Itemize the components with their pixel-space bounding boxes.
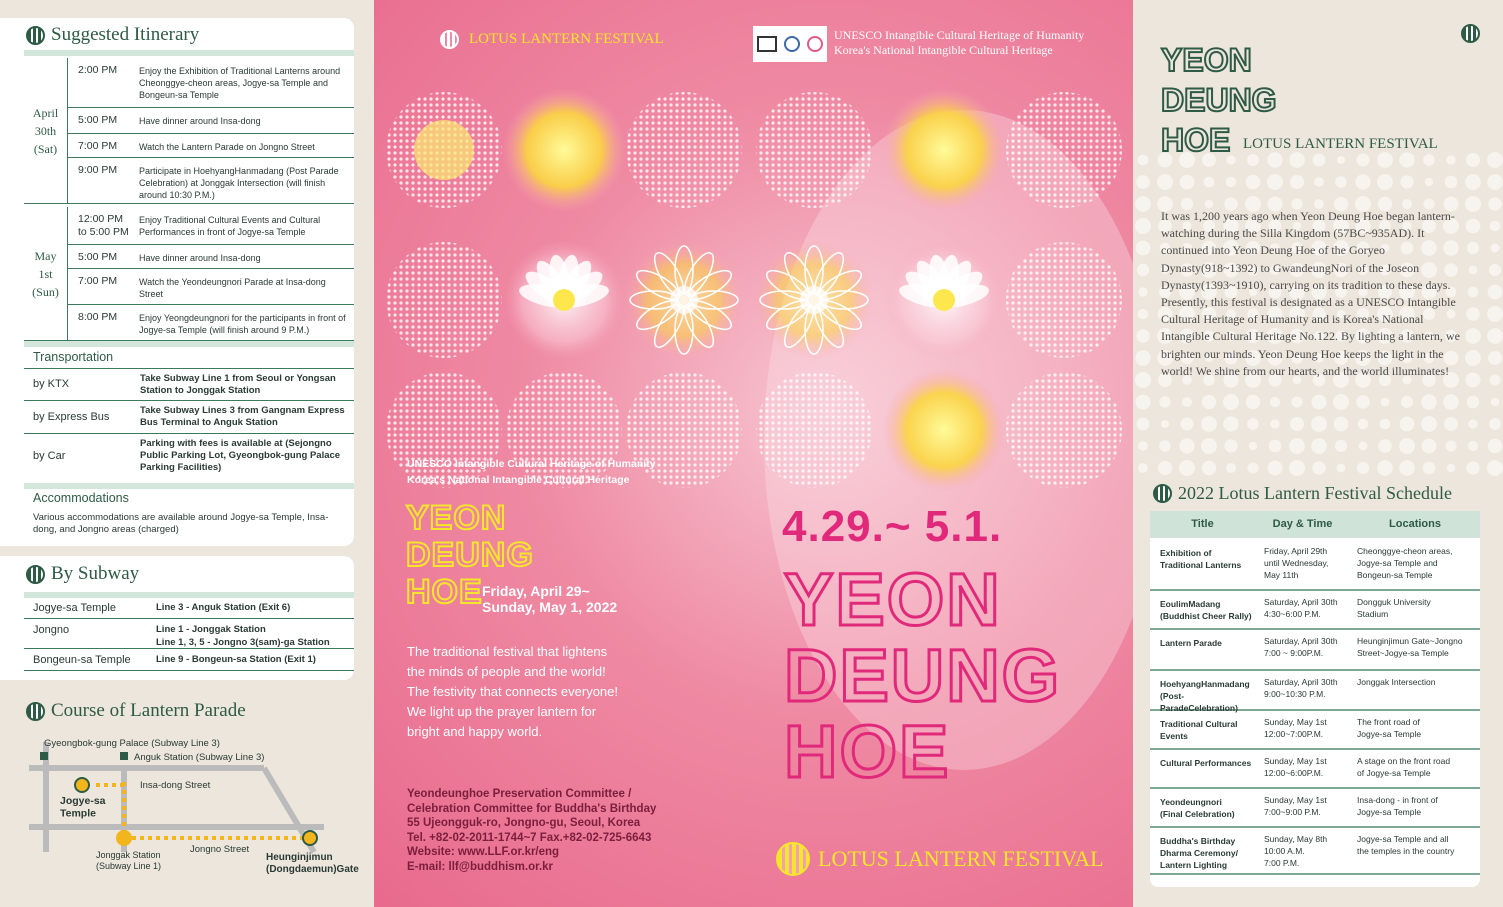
- schedule-heading: [1153, 483, 1452, 504]
- bg-dot: [1138, 463, 1148, 473]
- itinerary-time: 5:00 PM: [78, 251, 118, 263]
- title-word: DEUNG: [406, 536, 534, 574]
- lantern-icon: [1461, 24, 1480, 43]
- bg-dot: [1335, 176, 1347, 188]
- schedule-row: [1150, 630, 1480, 671]
- bg-dot: [1291, 396, 1302, 407]
- bg-dot: [1380, 419, 1391, 430]
- map-label-insadong: Insa-dong Street: [140, 780, 211, 791]
- bg-dot: [1204, 177, 1215, 188]
- bg-dot: [1421, 394, 1436, 409]
- bg-dot: [1491, 244, 1500, 253]
- schedule-location: Heunginjimun Gate~Jongno Street~Jogye-sa Temple: [1357, 636, 1463, 658]
- bg-dot: [1137, 264, 1149, 276]
- bg-dot: [1202, 395, 1216, 409]
- schedule-time: Sunday, May 1st 12:00~6:00P.M.: [1264, 756, 1327, 778]
- bg-dot: [1400, 175, 1413, 188]
- bg-dot: [1138, 309, 1148, 319]
- dates-text: Friday, April 29~ Sunday, May 1, 2022: [482, 583, 618, 615]
- bg-dot: [1246, 175, 1261, 190]
- bg-dot: [1179, 438, 1194, 453]
- bg-dot: [1201, 438, 1217, 454]
- title-word: YEON: [406, 499, 507, 537]
- bg-dot: [1469, 266, 1478, 275]
- subway-place: Jogye-sa Temple: [33, 602, 116, 614]
- bg-dot: [1445, 176, 1458, 189]
- bg-dot: [1247, 462, 1258, 473]
- itinerary-time: 9:00 PM: [78, 164, 118, 176]
- bg-dot: [1180, 417, 1193, 430]
- schedule-row: [1150, 591, 1480, 630]
- schedule-row: [1150, 671, 1480, 711]
- bg-dot: [1135, 218, 1151, 234]
- itinerary-desc: Enjoy the Exhibition of Traditional Lanterns around Cheonggye-cheon areas, Jogye-sa Temple and Bongeun-sa Temple: [139, 66, 341, 100]
- bg-dot: [1488, 285, 1503, 300]
- unesco-small-line-2: Korea's National Intangible Cultural Heritage: [407, 474, 630, 486]
- itinerary-time: 12:00 PM to 5:00 PM: [78, 213, 129, 238]
- right-subtitle: LOTUS LANTERN FESTIVAL: [1243, 136, 1438, 152]
- festival-label-top: [440, 30, 664, 49]
- festival-label-footer: LOTUS LANTERN FESTIVAL: [818, 846, 1104, 871]
- bg-dot: [1246, 395, 1260, 409]
- station-marker: [120, 752, 128, 760]
- bg-dot: [1466, 373, 1481, 388]
- bg-dot: [1422, 439, 1437, 454]
- bg-dot: [1491, 398, 1499, 406]
- schedule-location: Jogye-sa Temple and all the temples in the country: [1357, 834, 1455, 856]
- itinerary-row: [68, 207, 354, 245]
- title-word: DEUNG: [784, 634, 1062, 717]
- schedule-time: Saturday, April 30th 9:00~10:30 P.M.: [1264, 677, 1338, 699]
- subway-place: Bongeun-sa Temple: [33, 654, 131, 666]
- itinerary-day: May 1st (Sun): [24, 207, 68, 341]
- bg-dot: [1290, 175, 1304, 189]
- lantern-icon: [26, 702, 45, 721]
- bg-dot: [1445, 440, 1456, 451]
- bg-dot: [1488, 197, 1502, 211]
- schedule-title: Traditional Cultural Events: [1160, 719, 1238, 741]
- transport-mode: by KTX: [33, 378, 70, 390]
- bg-dot: [1135, 350, 1150, 365]
- schedule-time: Sunday, May 8th 10:00 A.M. 7:00 P.M.: [1264, 834, 1328, 868]
- itinerary-title: Suggested Itinerary: [51, 24, 200, 45]
- unesco-text: [834, 28, 1084, 58]
- bg-dot: [1377, 174, 1393, 190]
- schedule-header-cell: Day & Time: [1272, 518, 1333, 530]
- lantern-orb: [1006, 372, 1122, 488]
- map-label-jongno: Jongno Street: [190, 844, 250, 855]
- bg-dot: [1289, 438, 1305, 454]
- bg-dot: [1468, 441, 1478, 451]
- title-word: HOE: [406, 573, 483, 611]
- bg-dot: [1487, 328, 1503, 344]
- bg-dot: [1159, 396, 1170, 407]
- bg-dot: [1465, 174, 1481, 190]
- itinerary-time: 7:00 PM: [78, 275, 118, 287]
- bg-dot: [1465, 196, 1481, 212]
- festival-label: LOTUS LANTERN FESTIVAL: [469, 31, 664, 47]
- itinerary-desc: Enjoy Yeongdeungnori for the participants in front of Jogye-sa Temple (will finish around 9 P.M.): [139, 313, 346, 335]
- itinerary-day: April 30th (Sat): [24, 58, 68, 204]
- bg-dot: [1136, 329, 1149, 342]
- schedule-header-cell: Title: [1191, 518, 1214, 530]
- itinerary-time: 2:00 PM: [78, 64, 118, 76]
- lantern-orb: [756, 92, 872, 208]
- schedule-row: [1150, 828, 1480, 875]
- bg-dot: [1335, 440, 1347, 452]
- heritage-logo-icon: [784, 36, 800, 52]
- schedule-title: Exhibition of Traditional Lanterns: [1160, 548, 1242, 570]
- bg-dot: [1180, 175, 1195, 190]
- transport-desc: Take Subway Lines 3 from Gangnam Express Bus Terminal to Anguk Station: [140, 405, 345, 428]
- subway-row: [24, 599, 354, 619]
- bg-dot: [1136, 241, 1151, 256]
- title-word: DEUNG: [1161, 82, 1277, 118]
- itinerary-row: [68, 108, 354, 134]
- lantern-orb: [884, 240, 1004, 360]
- bg-dot: [1446, 155, 1455, 164]
- lantern-orb: [624, 240, 744, 360]
- schedule-location: Cheonggye-cheon areas, Jogye-sa Temple and Bongeun-sa Temple: [1357, 546, 1453, 580]
- intro-text: It was 1,200 years ago when Yeon Deung Hoe began lantern-watching during the Silla Kingdom (57BC~935AD). It continued into Yeon Deung Hoe of the Goryeo Dynasty(918~1392) to GwandeungNori of the Joseon Dynasty(1393~1910), carrying on its tradition to these days. Presently, this festival is designated as a UNESCO Intangible Cultural Heritage of Humanity and is Korea's National Intangible Cultural Heritage No.122. By lighting a lantern, we brighten our minds. Yeon Deung Hoe keeps the light in the world! We shine from our hearts, and the world illuminates!: [1161, 209, 1460, 378]
- schedule-header: [1150, 511, 1480, 538]
- bg-dot: [1489, 264, 1501, 276]
- title-word: HOE: [1161, 122, 1231, 158]
- itinerary-time: 8:00 PM: [78, 311, 118, 323]
- lantern-orb: [1006, 92, 1122, 208]
- lantern-orb: [882, 88, 1006, 212]
- bg-dot: [1311, 416, 1327, 432]
- bg-dot: [1356, 153, 1369, 166]
- schedule-row: [1150, 540, 1480, 591]
- schedule-time: Saturday, April 30th 7:00 ~ 9:00P.M.: [1264, 636, 1338, 658]
- transport-desc: Take Subway Line 1 from Seoul or Yongsan Station to Jonggak Station: [140, 373, 336, 396]
- bg-dot: [1467, 396, 1480, 409]
- bg-dot: [1399, 460, 1415, 476]
- bg-dot: [1135, 372, 1151, 388]
- bg-dot: [1337, 464, 1346, 473]
- bg-dot: [1489, 418, 1501, 430]
- lantern-orb: [504, 240, 624, 360]
- jogyesa-marker: [75, 778, 89, 792]
- bg-dot: [1226, 463, 1236, 473]
- bg-dot: [1421, 416, 1437, 432]
- schedule-title: Buddha's Birthday Dharma Ceremony/ Lantern Lighting: [1160, 836, 1238, 870]
- bg-dot: [1202, 461, 1216, 475]
- bg-dot: [1314, 177, 1324, 187]
- bg-dot: [1182, 397, 1192, 407]
- schedule-row: [1150, 711, 1480, 750]
- itinerary-row: [68, 134, 354, 158]
- divider: [24, 341, 354, 347]
- bg-dot: [1135, 196, 1151, 212]
- transport-mode: by Car: [33, 450, 66, 462]
- schedule-location: A stage on the front road of Jogye-sa Temple: [1357, 756, 1451, 778]
- bg-dot: [1490, 221, 1501, 232]
- bg-dot: [1138, 441, 1148, 451]
- bg-dot: [1138, 155, 1149, 166]
- bg-dot: [1270, 397, 1280, 407]
- schedule-header-cell: Locations: [1389, 518, 1441, 530]
- bg-dot: [1337, 156, 1345, 164]
- accom-text: Various accommodations are available around Jogye-sa Temple, Insa-dong, and Jongno areas (charged): [33, 512, 329, 535]
- lantern-icon: [26, 565, 45, 584]
- bg-dot: [1333, 394, 1349, 410]
- schedule-title: Cultural Performances: [1160, 758, 1252, 768]
- bg-dot: [1377, 460, 1392, 475]
- itinerary-time: 5:00 PM: [78, 114, 118, 126]
- bg-dot: [1267, 174, 1283, 190]
- schedule-title: 2022 Lotus Lantern Festival Schedule: [1178, 483, 1452, 503]
- unesco-logos: [753, 26, 827, 62]
- bg-dot: [1466, 153, 1480, 167]
- schedule-title: EoulimMadang (Buddhist Cheer Rally): [1160, 599, 1252, 621]
- bg-dot: [1270, 419, 1279, 428]
- title-word: YEON: [784, 558, 1002, 641]
- divider: [24, 50, 354, 56]
- schedule-time: Sunday, May 1st 7:00~9:00 P.M.: [1264, 795, 1327, 817]
- bg-dot: [1355, 174, 1370, 189]
- title-word: HOE: [784, 710, 951, 793]
- transport-title: Transportation: [33, 350, 114, 364]
- bg-dot: [1357, 462, 1369, 474]
- lantern-icon: [1153, 484, 1172, 503]
- bg-dot: [1205, 200, 1214, 209]
- contact-info: Yeondeunghoe Preservation Committee / Celebration Committee for Buddha's Birthday 55 Ujeongguk-ro, Jongno-gu, Seoul, Korea Tel. +82-02-2011-1744~7 Fax.+82-02-725-6643 Website: www.LLF.or.kr/eng E-mail: llf@buddhism.or.kr: [407, 788, 657, 873]
- station-marker: [40, 752, 48, 760]
- bg-dot: [1268, 461, 1283, 476]
- jonggak-marker: [116, 830, 132, 846]
- unesco-text-small: [407, 456, 656, 488]
- bg-dot: [1466, 461, 1479, 474]
- right-panel: [1133, 0, 1503, 907]
- bg-dot: [1312, 395, 1327, 410]
- bg-dot: [1136, 175, 1150, 189]
- korea-heritage-icon: [807, 36, 823, 52]
- big-dates: 4.29.~ 5.1.: [782, 502, 1003, 551]
- subway-title: By Subway: [51, 563, 140, 584]
- bg-dot: [1447, 464, 1455, 472]
- bg-dot: [1135, 394, 1150, 409]
- bg-dot: [1311, 438, 1326, 453]
- bg-dot: [1487, 152, 1503, 168]
- subway-place: Jongno: [33, 624, 70, 636]
- schedule-location: Insa-dong - in front of Jogye-sa Temple: [1357, 795, 1438, 817]
- bg-dot: [1378, 439, 1392, 453]
- unesco-small-line-1: UNESCO Intangible Cultural Heritage of Humanity: [407, 458, 656, 470]
- transport-row: [24, 400, 354, 433]
- bg-dot: [1159, 440, 1171, 452]
- bg-dot: [1466, 219, 1481, 234]
- transport-mode: by Express Bus: [33, 410, 110, 423]
- subway-heading: [26, 563, 139, 585]
- bg-dot: [1468, 419, 1477, 428]
- schedule-title: Yeondeungnori (Final Celebration): [1160, 797, 1235, 819]
- lantern-icon: [776, 842, 810, 876]
- divider: [24, 483, 354, 489]
- tagline: The traditional festival that lightens the minds of people and the world! The festivity that connects everyone! We light up the prayer lantern for bright and happy world.: [407, 644, 618, 739]
- lantern-icon: [26, 26, 45, 45]
- map-label-anguk: Anguk Station (Subway Line 3): [134, 752, 265, 763]
- schedule-location: Dongguk University Stadium: [1357, 597, 1431, 619]
- bg-dot: [1381, 398, 1390, 407]
- schedule-time: Friday, April 29th until Wednesday, May 11th: [1264, 546, 1329, 580]
- bg-dot: [1400, 417, 1415, 432]
- bg-dot: [1359, 442, 1368, 451]
- bg-dot: [1444, 417, 1458, 431]
- bg-dot: [1468, 287, 1479, 298]
- festival-label-bottom: [776, 842, 1104, 876]
- subway-row: [24, 651, 354, 671]
- bg-dot: [1443, 394, 1459, 410]
- bg-dot: [1466, 307, 1480, 321]
- bg-dot: [1425, 178, 1433, 186]
- bg-dot: [1247, 418, 1259, 430]
- map-label-gyeongbok: Gyeongbok-gung Palace (Subway Line 3): [44, 738, 220, 749]
- lantern-orb: [882, 368, 1006, 492]
- map-label-jonggak: Jonggak Station (Subway Line 1): [96, 850, 162, 871]
- bg-dot: [1137, 418, 1150, 431]
- schedule-time: Saturday, April 30th 4:30~6:00 P.M.: [1264, 597, 1338, 619]
- lantern-orb: [386, 92, 502, 208]
- heunginjimun-marker: [303, 831, 317, 845]
- bg-dot: [1489, 374, 1500, 385]
- transport-desc: Parking with fees is available at (Sejongno Public Parking Lot, Gyeongbok-gung Palace Parking Facilities): [140, 438, 341, 473]
- itinerary-desc: Enjoy Traditional Cultural Events and Cultural Performances in front of Jogye-sa Temple: [139, 215, 321, 237]
- bg-dot: [1313, 154, 1326, 167]
- unesco-line-1: UNESCO Intangible Cultural Heritage of Humanity: [834, 28, 1085, 42]
- subway-row: [24, 621, 354, 649]
- lantern-orb: [502, 88, 626, 212]
- bg-dot: [1290, 417, 1304, 431]
- bg-dot: [1269, 440, 1282, 453]
- itinerary-desc: Have dinner around Insa-dong: [139, 116, 261, 126]
- bg-dot: [1223, 416, 1238, 431]
- bg-dot: [1201, 416, 1217, 432]
- unesco-line-2: Korea's National Intangible Cultural Heritage: [834, 43, 1053, 57]
- bg-dot: [1249, 442, 1257, 450]
- itinerary-desc: Participate in HoehyangHanmadang (Post Parade Celebration) at Jonggak Intersection (will finish around 10:30 P.M.): [139, 166, 339, 200]
- schedule-time: Sunday, May 1st 12:00~7:00P.M.: [1264, 717, 1327, 739]
- accom-title: Accommodations: [33, 491, 129, 505]
- bg-dot: [1289, 460, 1305, 476]
- schedule-card: [1150, 511, 1480, 887]
- bg-dot: [1401, 396, 1413, 408]
- unesco-logo-icon: [757, 36, 777, 52]
- lantern-orb: [756, 372, 872, 488]
- itinerary-row: [68, 245, 354, 269]
- bg-dot: [1224, 439, 1237, 452]
- schedule-row: [1150, 750, 1480, 789]
- bg-dot: [1312, 461, 1326, 475]
- bg-dot: [1226, 177, 1236, 187]
- bg-dot: [1356, 395, 1370, 409]
- bg-dot: [1377, 152, 1393, 168]
- bg-dot: [1334, 417, 1349, 432]
- bg-dot: [1465, 328, 1480, 343]
- parade-heading: [26, 700, 246, 722]
- poster-panel: [374, 0, 1133, 907]
- title-word: YEON: [1161, 42, 1252, 78]
- itinerary-desc: Have dinner around Insa-dong: [139, 253, 261, 263]
- itinerary-heading: [26, 24, 199, 46]
- bg-dot: [1487, 306, 1503, 322]
- bg-dot: [1138, 287, 1147, 296]
- schedule-title: HoehyangHanmadang (Post-ParadeCelebration): [1160, 679, 1250, 713]
- lantern-orb: [1006, 242, 1122, 358]
- subway-line: Line 1 - Jonggak Station Line 1, 3, 5 - Jongno 3(sam)-ga Station: [156, 624, 330, 648]
- bg-dot: [1158, 461, 1172, 475]
- subway-line: Line 9 - Bongeun-sa Station (Exit 1): [156, 654, 316, 665]
- bg-dot: [1487, 174, 1502, 189]
- bg-dot: [1179, 460, 1195, 476]
- bg-dot: [1423, 462, 1436, 475]
- schedule-title: Lantern Parade: [1160, 638, 1222, 648]
- divider: [24, 592, 354, 598]
- itinerary-row: [68, 305, 354, 341]
- bg-dot: [1157, 174, 1173, 190]
- bg-dot: [1488, 439, 1502, 453]
- bg-dot: [1488, 351, 1502, 365]
- bg-dot: [1161, 420, 1169, 428]
- bg-dot: [1465, 350, 1481, 366]
- itinerary-row: [68, 158, 354, 204]
- subway-line: Line 3 - Anguk Station (Exit 6): [156, 602, 291, 613]
- itinerary-row: [68, 58, 354, 108]
- transport-row: [24, 433, 354, 479]
- bg-dot: [1423, 154, 1435, 166]
- bg-dot: [1399, 152, 1414, 167]
- lantern-orb: [754, 240, 874, 360]
- transport-row: [24, 368, 354, 400]
- bg-dot: [1399, 438, 1415, 454]
- lantern-orb: [386, 242, 502, 358]
- itinerary-row: [68, 269, 354, 305]
- schedule-row: [1150, 789, 1480, 828]
- lantern-orb: [626, 92, 742, 208]
- itinerary-desc: Watch the Lantern Parade on Jongno Street: [139, 142, 315, 152]
- itinerary-desc: Watch the Yeondeungnori Parade at Insa-dong Street: [139, 277, 326, 299]
- parade-map: [24, 732, 369, 902]
- lantern-icon: [440, 30, 459, 49]
- bg-dot: [1289, 152, 1305, 168]
- bg-dot: [1358, 419, 1369, 430]
- map-label-heunginjimun: Heunginjimun (Dongdaemun)Gate: [266, 852, 359, 875]
- bg-dot: [1467, 242, 1479, 254]
- parade-title: Course of Lantern Parade: [51, 700, 246, 721]
- schedule-location: The front road of Jogye-sa Temple: [1357, 717, 1422, 739]
- title-big: [784, 558, 1062, 793]
- bg-dot: [1487, 460, 1503, 476]
- map-label-jogyesa: Jogye-sa Temple: [60, 795, 106, 820]
- bg-dot: [1223, 394, 1239, 410]
- schedule-location: Jonggak Intersection: [1357, 677, 1436, 687]
- left-panel: [0, 0, 374, 907]
- itinerary-time: 7:00 PM: [78, 140, 118, 152]
